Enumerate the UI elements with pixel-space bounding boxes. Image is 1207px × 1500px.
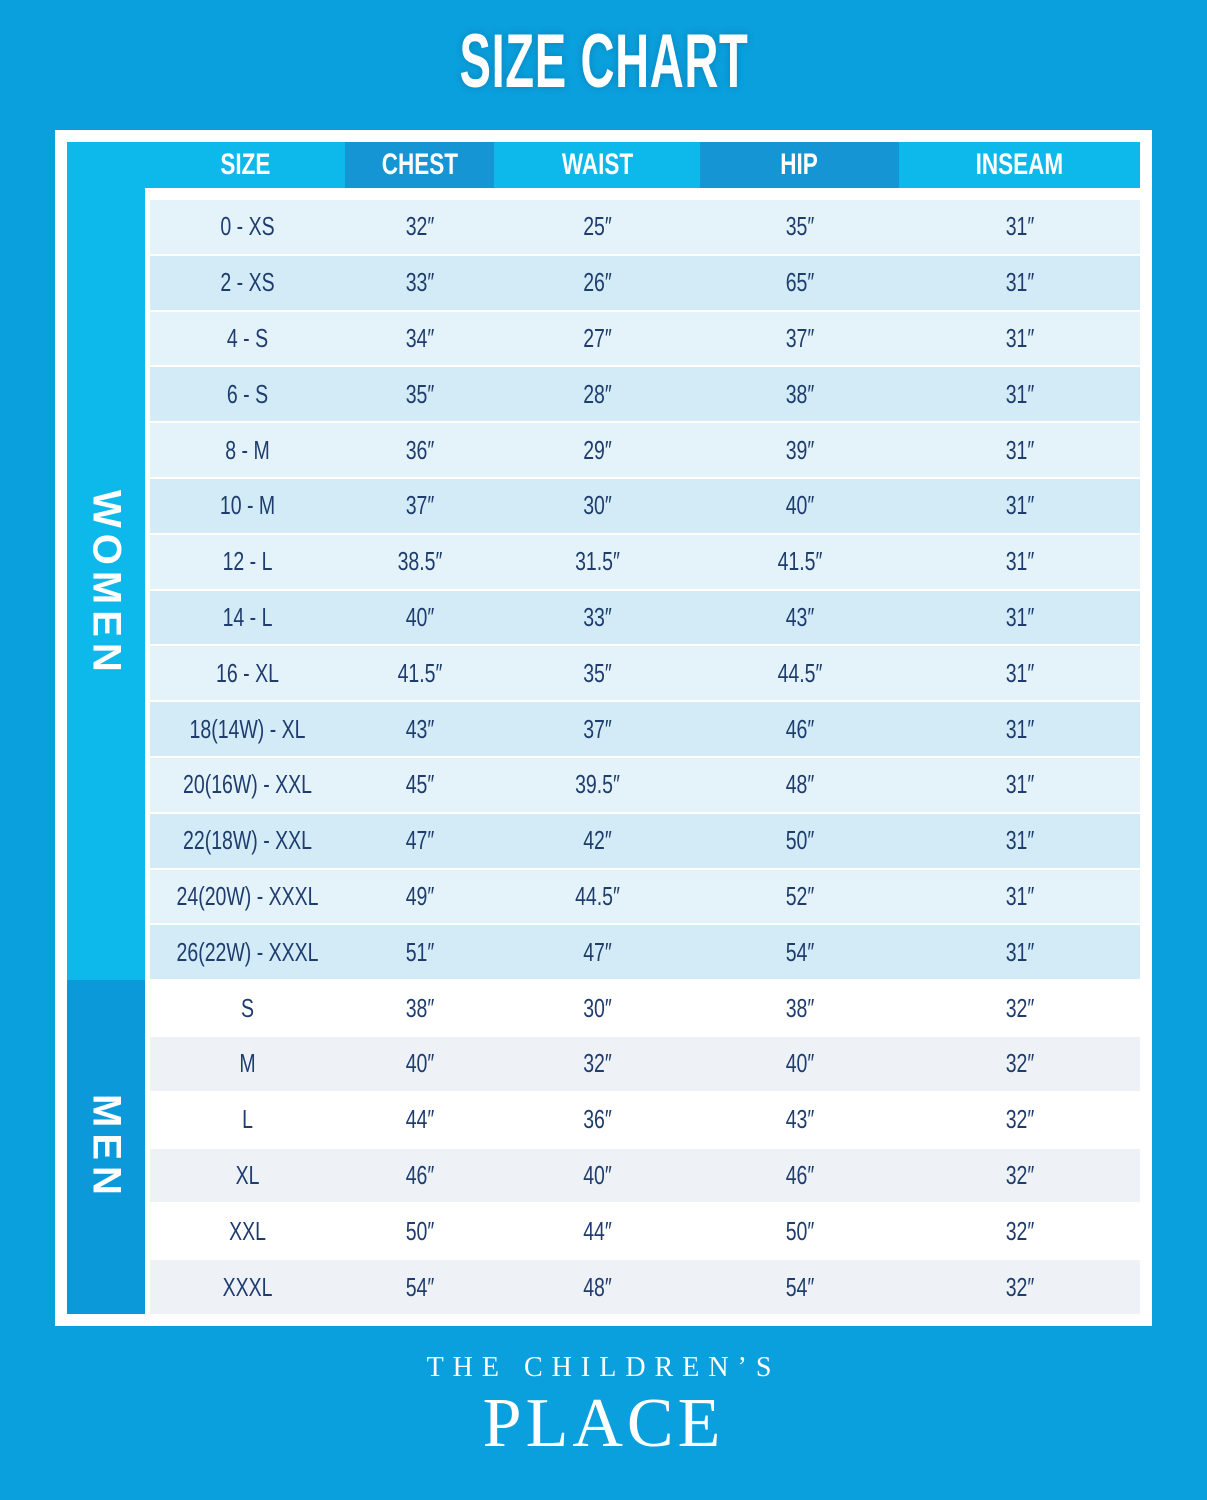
table-row-women-20xxl	[150, 758, 1140, 812]
waist-cell: 42″	[583, 825, 612, 856]
inseam-cell: 31″	[1005, 211, 1035, 242]
size-cell: XL	[235, 1159, 260, 1190]
column-header-hip-label: HIP	[780, 148, 819, 181]
page-title: SIZE CHART	[459, 19, 748, 104]
men-section-label: MEN	[84, 1093, 129, 1201]
chest-cell: 46″	[405, 1159, 435, 1190]
table-row-women-16xl	[150, 646, 1140, 700]
chest-cell: 32″	[405, 211, 435, 242]
inseam-cell: 32″	[1005, 1215, 1035, 1246]
size-cell: 16 - XL	[216, 657, 279, 688]
hip-cell: 39″	[785, 434, 815, 465]
size-cell: 20(16W) - XXL	[183, 769, 312, 800]
hip-cell: 46″	[785, 1159, 815, 1190]
brand-logo	[0, 1352, 1207, 1462]
inseam-cell: 32″	[1005, 1271, 1035, 1302]
hip-cell: 48″	[785, 769, 815, 800]
waist-cell: 36″	[583, 1104, 612, 1135]
size-cell: L	[242, 1104, 253, 1135]
size-cell: S	[240, 992, 255, 1023]
waist-cell: 44.5″	[575, 880, 620, 911]
size-cell: 18(14W) - XL	[189, 713, 306, 744]
chest-cell: 41.5″	[397, 657, 443, 688]
size-cell: 6 - S	[226, 378, 269, 409]
table-row-men-xxxl	[150, 1260, 1140, 1314]
chest-cell: 54″	[405, 1271, 435, 1302]
size-cell: 22(18W) - XXL	[183, 825, 312, 856]
table-row-men-xl	[150, 1149, 1140, 1203]
chest-cell: 44″	[405, 1104, 435, 1135]
women-section-band	[67, 188, 145, 980]
table-row-women-26xxxl	[150, 925, 1140, 979]
table-row-women-0xs	[150, 200, 1140, 254]
hip-cell: 44.5″	[777, 657, 823, 688]
inseam-cell: 31″	[1005, 601, 1035, 632]
hip-cell: 43″	[785, 601, 815, 632]
size-cell: 12 - L	[222, 546, 273, 577]
page-title-wrap	[0, 18, 1207, 105]
size-cell: 24(20W) - XXXL	[176, 880, 319, 911]
hip-cell: 38″	[785, 992, 815, 1023]
size-cell: 2 - XS	[220, 267, 275, 298]
table-row-women-6s	[150, 367, 1140, 421]
hip-cell: 65″	[785, 267, 815, 298]
inseam-cell: 31″	[1005, 825, 1035, 856]
column-header-chest-label: CHEST	[381, 148, 458, 181]
inseam-cell: 31″	[1005, 267, 1035, 298]
table-row-men-s	[150, 981, 1140, 1035]
waist-cell: 32″	[583, 1048, 612, 1079]
chest-cell: 35″	[405, 378, 435, 409]
chest-cell: 34″	[405, 322, 435, 353]
waist-cell: 48″	[583, 1271, 612, 1302]
column-header-size	[67, 142, 345, 188]
women-section-label: WOMEN	[84, 490, 129, 678]
table-body	[150, 200, 1140, 1314]
table-frame	[55, 130, 1152, 1326]
chest-cell: 37″	[405, 490, 435, 521]
chest-cell: 45″	[405, 769, 435, 800]
waist-cell: 30″	[583, 992, 612, 1023]
chest-cell: 40″	[405, 1048, 435, 1079]
size-cell: 10 - M	[219, 490, 276, 521]
size-cell: 26(22W) - XXXL	[176, 936, 319, 967]
men-section-band	[67, 980, 145, 1314]
waist-cell: 33″	[583, 601, 612, 632]
waist-cell: 35″	[583, 657, 612, 688]
table-header	[67, 142, 1140, 188]
column-header-waist-label: WAIST	[561, 148, 633, 181]
hip-cell: 50″	[785, 825, 815, 856]
chest-cell: 43″	[405, 713, 435, 744]
inseam-cell: 31″	[1005, 378, 1035, 409]
hip-cell: 43″	[785, 1104, 815, 1135]
hip-cell: 52″	[785, 880, 815, 911]
brand-name-top: THE CHILDREN’S	[426, 1352, 781, 1383]
table-row-women-4s	[150, 312, 1140, 366]
chest-cell: 51″	[405, 936, 435, 967]
inseam-cell: 32″	[1005, 1159, 1035, 1190]
hip-cell: 40″	[785, 1048, 815, 1079]
inseam-cell: 31″	[1005, 657, 1035, 688]
table-row-women-12l	[150, 535, 1140, 589]
size-cell: 14 - L	[222, 601, 273, 632]
waist-cell: 39.5″	[575, 769, 620, 800]
hip-cell: 35″	[785, 211, 815, 242]
hip-cell: 46″	[785, 713, 815, 744]
table-row-women-24xxxl	[150, 870, 1140, 924]
table-row-men-m	[150, 1037, 1140, 1091]
size-cell: M	[239, 1048, 256, 1079]
inseam-cell: 31″	[1005, 769, 1035, 800]
waist-cell: 30″	[583, 490, 612, 521]
inseam-cell: 31″	[1005, 546, 1035, 577]
column-header-inseam-label: INSEAM	[975, 148, 1064, 181]
waist-cell: 44″	[583, 1215, 612, 1246]
table-row-women-18xl	[150, 702, 1140, 756]
hip-cell: 38″	[785, 378, 815, 409]
chest-cell: 36″	[405, 434, 435, 465]
brand-name-bottom: PLACE	[482, 1385, 725, 1462]
chest-cell: 38.5″	[397, 546, 443, 577]
hip-cell: 54″	[785, 1271, 815, 1302]
chest-cell: 50″	[405, 1215, 435, 1246]
column-header-chest	[345, 142, 494, 188]
waist-cell: 40″	[583, 1159, 612, 1190]
size-cell: XXL	[229, 1215, 266, 1246]
hip-cell: 37″	[785, 322, 815, 353]
inseam-cell: 31″	[1005, 490, 1035, 521]
waist-cell: 37″	[583, 713, 612, 744]
waist-cell: 25″	[583, 211, 612, 242]
chest-cell: 38″	[405, 992, 435, 1023]
size-cell: 0 - XS	[220, 211, 275, 242]
inseam-cell: 31″	[1005, 434, 1035, 465]
column-header-size-label: SIZE	[219, 148, 271, 181]
column-header-waist	[494, 142, 700, 188]
column-header-hip	[700, 142, 899, 188]
inseam-cell: 31″	[1005, 936, 1035, 967]
inseam-cell: 31″	[1005, 713, 1035, 744]
hip-cell: 41.5″	[777, 546, 823, 577]
size-cell: XXXL	[222, 1271, 273, 1302]
table-row-women-8m	[150, 423, 1140, 477]
column-header-inseam	[899, 142, 1140, 188]
table-row-women-2xs	[150, 256, 1140, 310]
hip-cell: 54″	[785, 936, 815, 967]
waist-cell: 29″	[583, 434, 612, 465]
chest-cell: 40″	[405, 601, 435, 632]
inseam-cell: 31″	[1005, 322, 1035, 353]
waist-cell: 27″	[583, 322, 612, 353]
table-row-men-xxl	[150, 1204, 1140, 1258]
table-row-women-10m	[150, 479, 1140, 533]
waist-cell: 28″	[583, 378, 612, 409]
table-row-women-22xxl	[150, 814, 1140, 868]
hip-cell: 40″	[785, 490, 815, 521]
inseam-cell: 32″	[1005, 992, 1035, 1023]
waist-cell: 26″	[583, 267, 612, 298]
waist-cell: 31.5″	[575, 546, 620, 577]
hip-cell: 50″	[785, 1215, 815, 1246]
waist-cell: 47″	[583, 936, 612, 967]
chest-cell: 47″	[405, 825, 435, 856]
inseam-cell: 31″	[1005, 880, 1035, 911]
size-cell: 4 - S	[226, 322, 269, 353]
inseam-cell: 32″	[1005, 1104, 1035, 1135]
table-row-women-14l	[150, 591, 1140, 645]
inseam-cell: 32″	[1005, 1048, 1035, 1079]
size-cell: 8 - M	[225, 434, 270, 465]
chest-cell: 33″	[405, 267, 435, 298]
chest-cell: 49″	[405, 880, 435, 911]
table-row-men-l	[150, 1093, 1140, 1147]
